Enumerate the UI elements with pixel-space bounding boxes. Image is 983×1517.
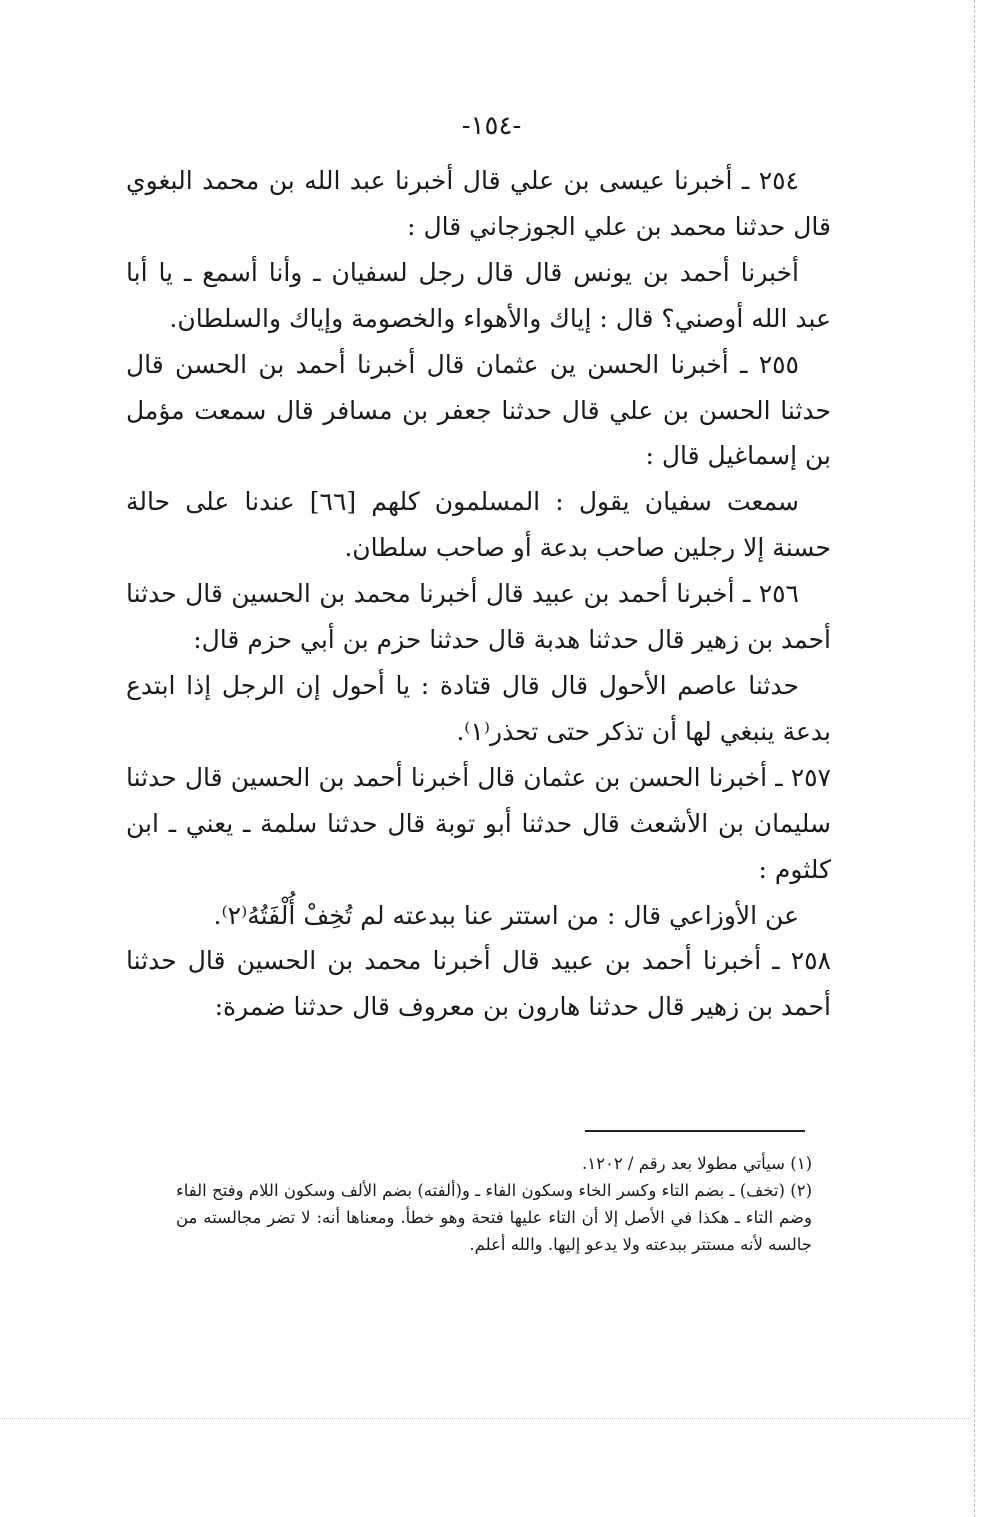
hadith-257-text: عن الأوزاعي قال : من استتر عنا ببدعته لم تُخِفْ أُلْفَتُهُ⁽٢⁾. <box>213 900 799 930</box>
footnote-2: (٢) (تخف) ـ بضم التاء وكسر الخاء وسكون الفاء ـ و(ألفته) بضم الألف وسكون اللام وفتح الفاء وضم التاء ـ هكذا في الأصل إلا أن التاء عليها فتحة وهو خطأ. ومعناها أنه: لا تضر مجالسته من جالسه لأنه مستتر ببدعته ولا يدعو إليها. والله أعلم. <box>176 1181 812 1254</box>
footnote-divider <box>585 1130 805 1132</box>
scan-edge-line <box>974 0 975 1517</box>
hadith-255-chain: ٢٥٥ ـ أخبرنا الحسن ين عثمان قال أخبرنا أحمد بن الحسن قال حدثنا الحسن بن علي قال حدثنا جعفر بن مسافر قال سمعت مؤمل بن إسماغيل قال : <box>126 349 831 471</box>
hadith-256-chain: ٢٥٦ ـ أخبرنا أحمد بن عبيد قال أخبرنا محمد بن الحسين قال حدثنا أحمد بن زهير قال حدثنا هدبة قال حدثنا حزم بن أبي حزم قال: <box>126 579 831 655</box>
footnote-1: (١) سيأتي مطولا بعد رقم / ١٢٠٢. <box>581 1154 812 1173</box>
hadith-256-text: حدثنا عاصم الأحول قال قال قتادة : يا أحول إن الرجل إذا ابتدع بدعة ينبغي لها أن تذكر حتى تحذر⁽١⁾. <box>126 670 831 746</box>
page-number: -١٥٤- <box>461 111 522 141</box>
scan-bottom-line <box>0 1418 971 1419</box>
main-text <box>126 158 831 1030</box>
hadith-254-text: أخبرنا أحمد بن يونس قال قال رجل لسفيان ـ وأنا أسمع ـ يا أبا عبد الله أوصني؟ قال : إياك والأهواء والخصومة وإياك والسلطان. <box>126 257 831 333</box>
hadith-258-chain: ٢٥٨ ـ أخبرنا أحمد بن عبيد قال أخبرنا محمد بن الحسين قال حدثنا أحمد بن زهير قال حدثنا هارون بن معروف قال حدثنا ضمرة: <box>126 946 831 1022</box>
hadith-254-chain: ٢٥٤ ـ أخبرنا عيسى بن علي قال أخبرنا عبد الله بن محمد البغوي قال حدثنا محمد بن علي الجوزجاني قال : <box>126 166 831 241</box>
hadith-255-text: سمعت سفيان يقول : المسلمون كلهم [٦٦] عندنا على حالة حسنة إلا رجلين صاحب بدعة أو صاحب سلطان. <box>126 487 831 563</box>
hadith-257-chain: ٢٥٧ ـ أخبرنا الحسن بن عثمان قال أخبرنا أحمد بن الحسين قال حدثنا سليمان بن الأشعث قال حدثنا أبو توبة قال حدثنا سلمة ـ يعني ـ ابن كلثوم : <box>126 762 831 884</box>
footnotes <box>176 1150 812 1258</box>
